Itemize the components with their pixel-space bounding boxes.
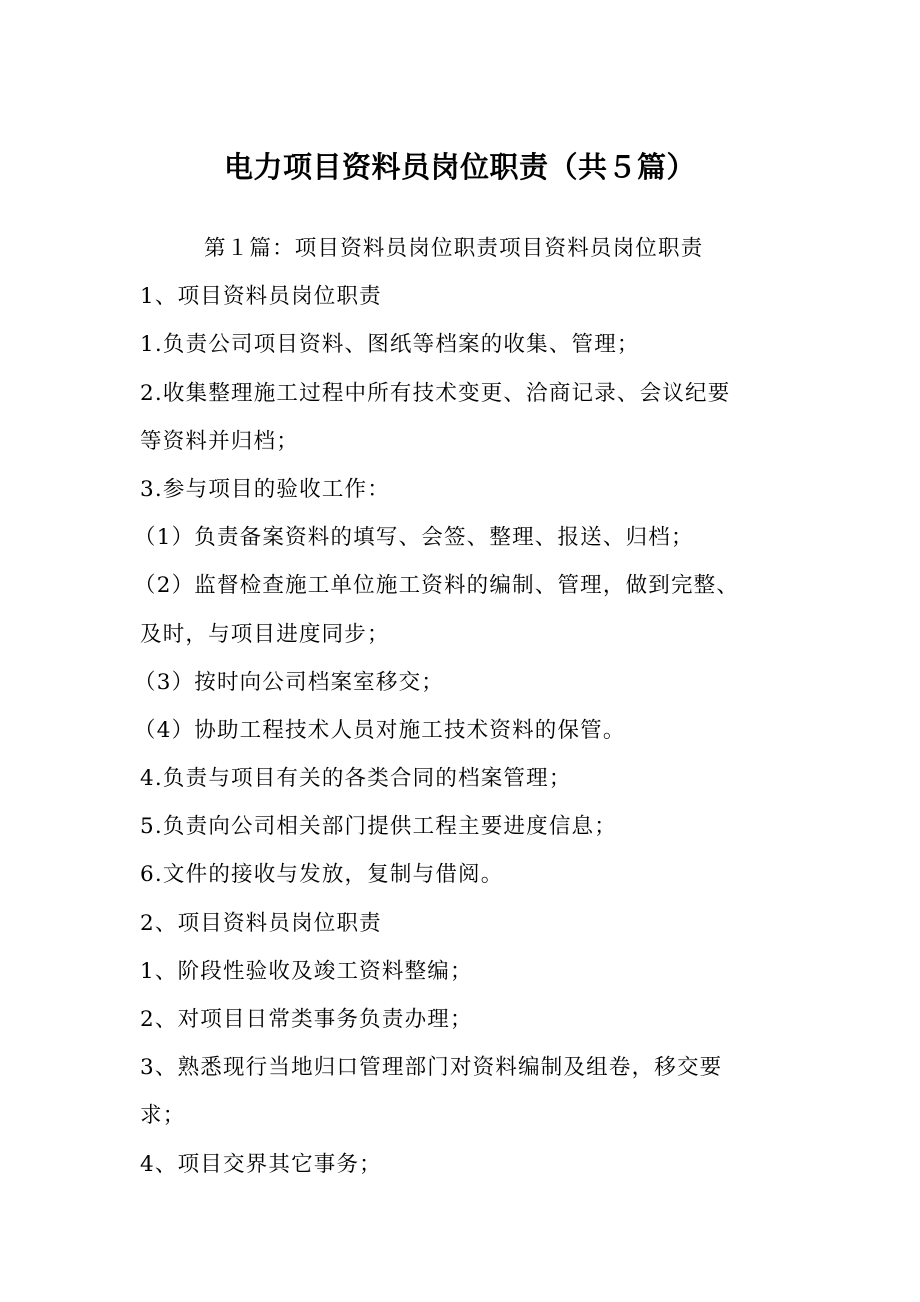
paragraph-line: 1、阶段性验收及竣工资料整编；	[140, 958, 473, 984]
paragraph-line: 4.负责与项目有关的各类合同的档案管理；	[140, 766, 572, 792]
paragraph-line: 及时，与项目进度同步；	[140, 621, 390, 647]
paragraph-line: （2）监督检查施工单位施工资料的编制、管理，做到完整、	[134, 573, 740, 599]
paragraph-line: （1）负责备案资料的填写、会签、整理、报送、归档；	[134, 525, 694, 551]
paragraph-line: 3.参与项目的验收工作：	[140, 476, 390, 502]
paragraph-line: 5.负责向公司相关部门提供工程主要进度信息；	[140, 814, 617, 840]
paragraph-line: 2.收集整理施工过程中所有技术变更、洽商记录、会议纪要	[140, 380, 731, 406]
paragraph-line: 等资料并归档；	[140, 428, 299, 454]
document-body	[134, 225, 800, 1189]
paragraph-line: （4）协助工程技术人员对施工技术资料的保管。	[134, 717, 626, 743]
paragraph-line: 4、项目交界其它事务；	[140, 1151, 382, 1177]
paragraph-line: （3）按时向公司档案室移交；	[134, 669, 444, 695]
paragraph-line: 6.文件的接收与发放，复制与借阅。	[140, 862, 504, 888]
paragraph-line: 1.负责公司项目资料、图纸等档案的收集、管理；	[140, 332, 640, 358]
section-heading: 1、项目资料员岗位职责	[140, 284, 382, 310]
paragraph-line: 求；	[140, 1103, 186, 1129]
paragraph-line: 2、对项目日常类事务负责办理；	[140, 1007, 473, 1032]
paragraph-line: 3、熟悉现行当地归口管理部门对资料编制及组卷，移交要	[140, 1055, 723, 1081]
document-title: 电力项目资料员岗位职责（共５篇）	[223, 150, 696, 184]
chapter-heading: 第１篇：项目资料员岗位职责项目资料员岗位职责	[204, 236, 704, 261]
section-heading: 2、项目资料员岗位职责	[140, 910, 382, 936]
